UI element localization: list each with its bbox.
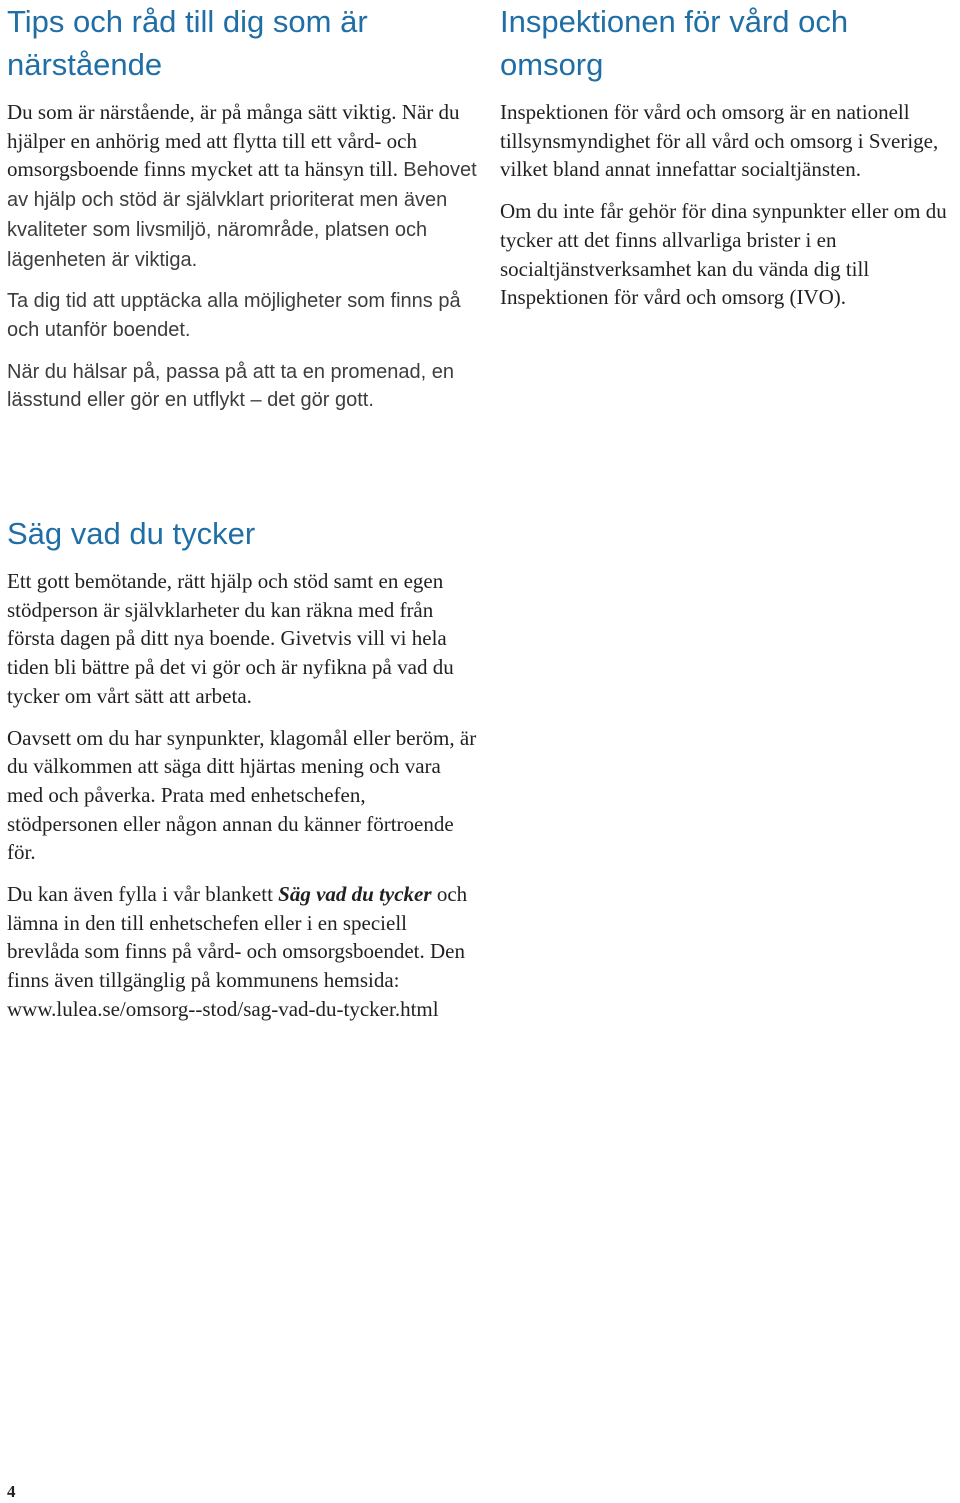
section-tips bbox=[7, 0, 479, 428]
sag-paragraph-3-text-a: Du kan även fylla i vår blankett bbox=[7, 882, 279, 907]
tips-paragraph-1 bbox=[7, 98, 479, 274]
sag-paragraph-1: Ett gott bemötande, rätt hjälp och stöd samt en egen stödperson är självklarheter du kan räkna med från första dagen på ditt nya boende. Givetvis vill vi hela tiden bli bättre på det vi gör och är nyfikna på vad du tycker om vårt sätt att arbeta. bbox=[7, 569, 454, 708]
tips-paragraph-2: Ta dig tid att upptäcka alla möjligheter som finns på och utanför boendet. bbox=[7, 290, 461, 341]
sag-paragraph-2: Oavsett om du har synpunkter, klagomål eller beröm, är du välkommen att säga ditt hjärtas mening och vara med och påverka. Prata med enhetschefen, stödpersonen eller någon annan du känner förtroende för. bbox=[7, 725, 477, 865]
tips-paragraph-1-sans: Behovet av hjälp och stöd är självklart prioriterat men även kvaliteter som livsmiljö, närområde, platsen och lägenheten är viktiga. bbox=[7, 159, 477, 271]
website-url: www.lulea.se/omsorg--stod/sag-vad-du-tycker.html bbox=[7, 996, 439, 1021]
page-number: 4 bbox=[7, 1482, 16, 1501]
heading-sag-vad-du-tycker: Säg vad du tycker bbox=[7, 516, 256, 551]
heading-tips: Tips och råd till dig som är närstående bbox=[7, 4, 368, 82]
section-ivo bbox=[500, 0, 960, 325]
sag-paragraph-3 bbox=[7, 880, 479, 1024]
form-name: Säg vad du tycker bbox=[278, 882, 432, 907]
ivo-paragraph-2: Om du inte får gehör för dina synpunkter eller om du tycker att det finns allvarliga brister i en socialtjänstverksamhet kan du vända dig till Inspektionen för vård och omsorg (IVO). bbox=[500, 199, 947, 310]
heading-ivo: Inspektionen för vård och omsorg bbox=[500, 4, 849, 82]
tips-paragraph-3: När du hälsar på, passa på att ta en promenad, en lässtund eller gör en utflykt – det gör gott. bbox=[7, 360, 454, 412]
section-sag-vad-du-tycker bbox=[7, 512, 479, 1037]
ivo-paragraph-1: Inspektionen för vård och omsorg är en nationell tillsynsmyndighet för all vård och omsorg i Sverige, vilket bland annat innefattar socialtjänsten. bbox=[500, 100, 939, 182]
tips-paragraph-1-serif: Du som är närstående, är på många sätt viktig. När du hjälper en anhörig med att flytta till ett vård- och omsorgsboende finns mycket att ta hänsyn till. bbox=[7, 100, 460, 182]
sag-paragraph-3-text-b: och lämna in den till enhetschefen eller i en speciell brevlåda som finns på vård- och omsorgsboendet. Den finns även tillgänglig på kommunens hemsida: bbox=[7, 882, 468, 993]
